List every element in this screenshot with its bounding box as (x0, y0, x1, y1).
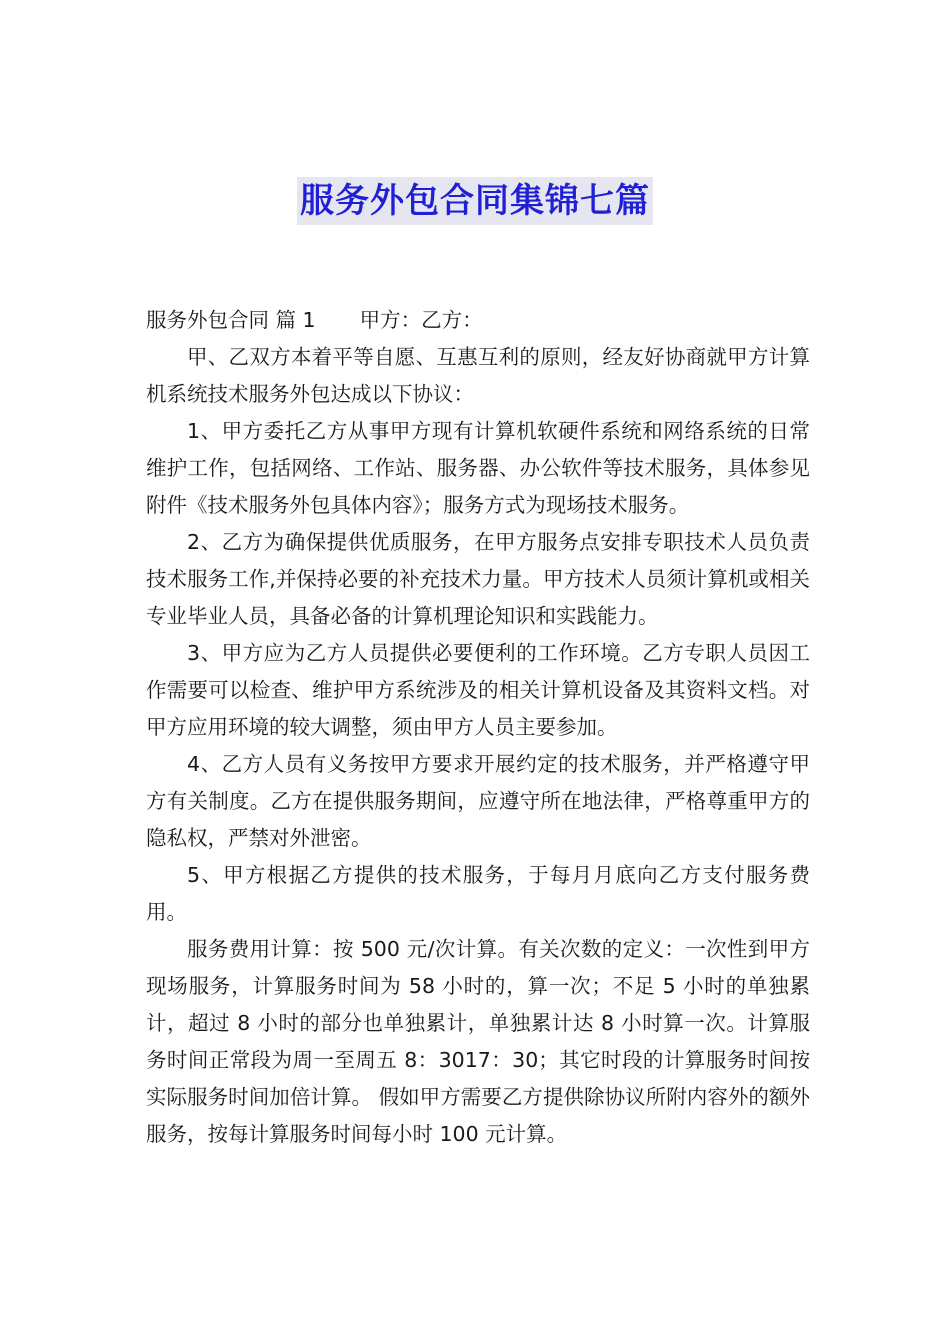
paragraph-intro: 甲、乙双方本着平等自愿、互惠互利的原则，经友好协商就甲方计算机系统技术服务外包达成以下协议： (146, 345, 810, 406)
paragraph-clause-3: 3、甲方应为乙方人员提供必要便利的工作环境。乙方专职人员因工作需要可以检查、维护甲方系统涉及的相关计算机设备及其资料文档。对甲方应用环境的较大调整，须由甲方人员主要参加。 (146, 641, 810, 739)
document-title-text: 服务外包合同集锦七篇 (297, 177, 653, 225)
paragraph-clause-4: 4、乙方人员有义务按甲方要求开展约定的技术服务，并严格遵守甲方有关制度。乙方在提供服务期间，应遵守所在地法律，严格尊重甲方的隐私权，严禁对外泄密。 (146, 752, 810, 850)
paragraph-clause-5: 5、甲方根据乙方提供的技术服务，于每月月底向乙方支付服务费用。 (146, 863, 810, 924)
contract-name: 服务外包合同 篇 1 (146, 308, 316, 332)
paragraph-fee-calculation: 服务费用计算：按 500 元/次计算。有关次数的定义：一次性到甲方现场服务，计算服务时间为 58 小时的，算一次；不足 5 小时的单独累计，超过 8 小时的部分也单独累计，单独累计达 8 小时算一次。计算服务时间正常段为周一至周五 8：3017：30；其它时段的计算服务时间按实际服务时间加倍计算。 假如甲方需要乙方提供除协议所附内容外的额外服务，按每计算服务时间每小时 100 元计算。 (146, 937, 810, 1146)
paragraph-clause-2: 2、乙方为确保提供优质服务，在甲方服务点安排专职技术人员负责技术服务工作,并保持必要的补充技术力量。甲方技术人员须计算机或相关专业毕业人员，具备必备的计算机理论知识和实践能力。 (146, 530, 810, 628)
document-body (146, 302, 810, 1153)
contract-heading (146, 302, 810, 339)
paragraph-clause-1: 1、甲方委托乙方从事甲方现有计算机软硬件系统和网络系统的日常维护工作，包括网络、工作站、服务器、办公软件等技术服务，具体参见附件《技术服务外包具体内容》；服务方式为现场技术服务。 (146, 419, 810, 517)
contract-parties: 甲方：乙方： (359, 308, 483, 332)
document-title (0, 176, 950, 226)
